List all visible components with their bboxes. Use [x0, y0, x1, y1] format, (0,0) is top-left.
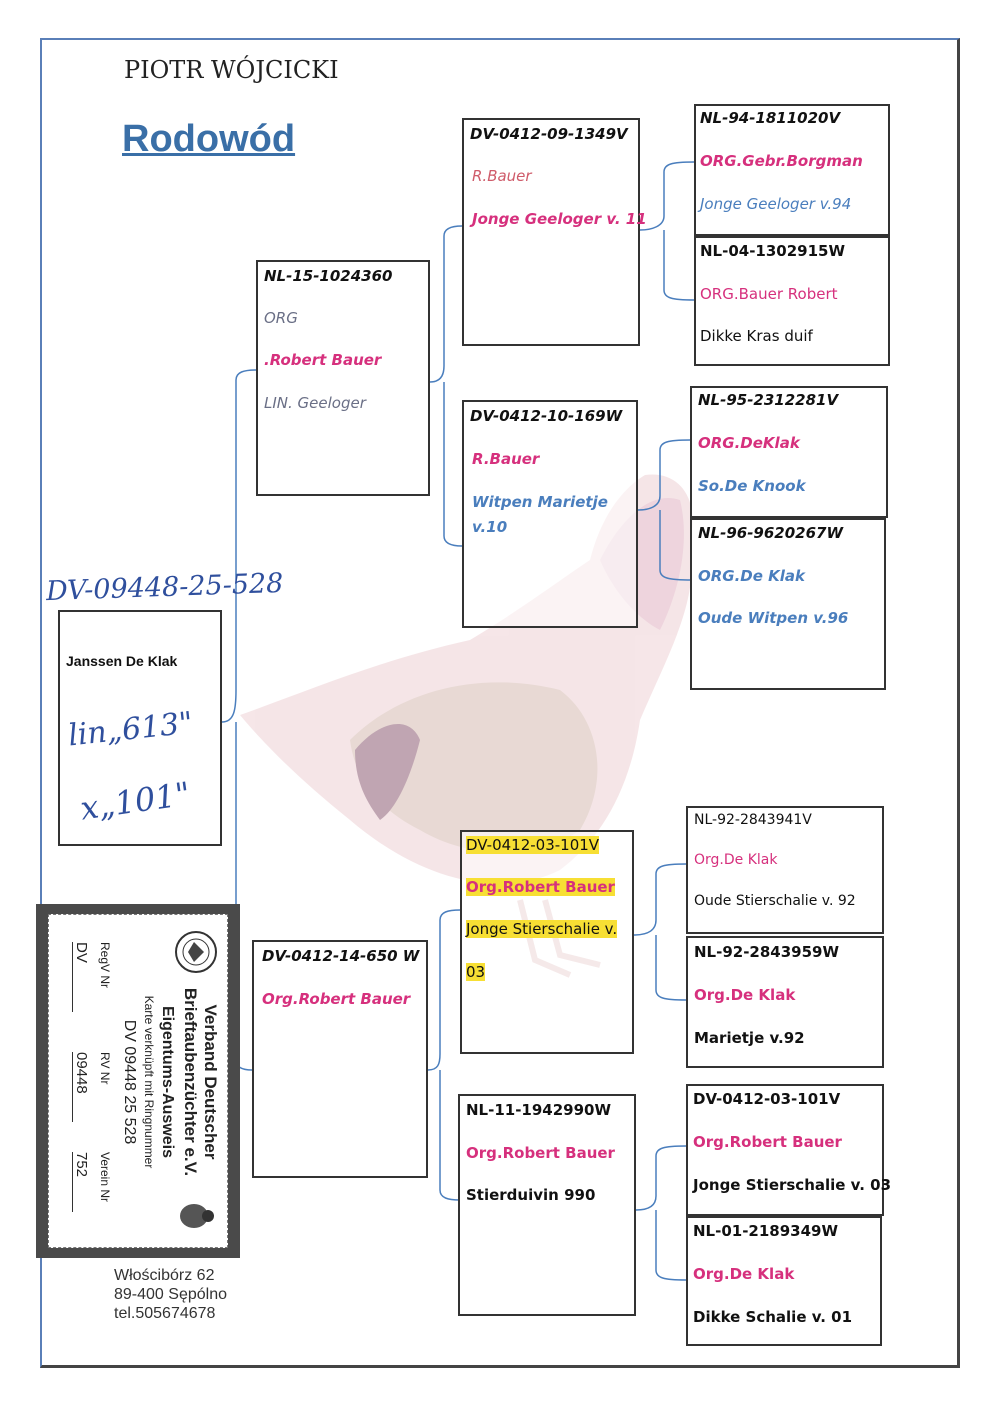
mff-org: Org.De Klak	[694, 852, 778, 868]
ownership-card-content	[54, 922, 224, 1242]
mff-ring: NL-92-2843941V	[694, 812, 812, 828]
mother-ring: DV-0412-14-650 W	[262, 947, 420, 965]
card-table	[60, 942, 112, 1222]
card-subtitle: Karte verknüpft mit Ringnummer	[142, 995, 156, 1169]
connector-ff	[640, 162, 694, 300]
mm-org: Org.Robert Bauer	[466, 1144, 615, 1162]
mff-box	[686, 806, 884, 934]
fmf-box	[690, 386, 888, 518]
mff-name: Oude Stierschalie v. 92	[694, 893, 856, 909]
ffm-name: Dikke Kras duif	[700, 327, 813, 345]
mm-ring: NL-11-1942990W	[466, 1101, 612, 1119]
ff-breeder: R.Bauer	[472, 167, 532, 185]
subject-name: Janssen De Klak	[66, 653, 178, 669]
card-header-rv: RV Nr	[98, 1052, 112, 1085]
mmf-box	[686, 1084, 892, 1216]
father-breeder: .Robert Bauer	[264, 351, 382, 369]
fm-box	[462, 400, 638, 628]
mfm-name: Marietje v.92	[694, 1029, 805, 1047]
owner-address	[114, 1266, 227, 1323]
address-line2: 89-400 Sępólno	[114, 1286, 227, 1303]
card-value-regv: DV	[72, 942, 90, 1012]
subject-note-line2: x„101"	[77, 774, 193, 828]
card-ring-number: DV 09448 25 528	[121, 1019, 138, 1145]
ff-name: Jonge Geeloger v. 11	[472, 210, 647, 228]
fm-name1: Witpen Marietje	[472, 493, 608, 511]
mmf-name: Jonge Stierschalie v. 03	[693, 1176, 892, 1194]
fff-box	[694, 104, 890, 236]
connector-mm	[636, 1146, 686, 1280]
fmm-box	[690, 518, 886, 690]
address-line3: tel.505674678	[114, 1305, 216, 1322]
ownership-card	[36, 904, 240, 1258]
fmf-org: ORG.DeKlak	[698, 434, 800, 452]
address-line1: Włościbórz 62	[114, 1267, 215, 1284]
connector-mf	[634, 864, 686, 1000]
mfm-ring: NL-92-2843959W	[694, 943, 840, 961]
ffm-ring: NL-04-1302915W	[700, 242, 846, 260]
fm-breeder: R.Bauer	[472, 450, 540, 468]
fmf-name: So.De Knook	[698, 477, 806, 495]
card-document-title: Eigentums-Ausweis	[159, 1005, 176, 1159]
fff-ring: NL-94-1811020V	[700, 109, 841, 127]
card-association-line2: Brieftaubenzüchter e.V.	[181, 987, 200, 1177]
mfm-org: Org.De Klak	[694, 986, 796, 1004]
fff-name: Jonge Geeloger v.94	[700, 195, 852, 213]
mf-box	[460, 830, 634, 1054]
mf-org: Org.Robert Bauer	[466, 878, 615, 896]
mmf-org: Org.Robert Bauer	[693, 1133, 842, 1151]
card-value-rv: 09448	[72, 1052, 90, 1122]
mmm-ring: NL-01-2189349W	[693, 1222, 839, 1240]
connector-father	[430, 226, 462, 546]
fmm-ring: NL-96-9620267W	[698, 524, 844, 542]
mmf-ring: DV-0412-03-101V	[693, 1090, 841, 1108]
card-header-verein: Verein Nr	[98, 1152, 112, 1203]
fm-ring: DV-0412-10-169W	[470, 407, 623, 425]
father-box	[256, 260, 430, 496]
page-title: Rodowód	[122, 118, 296, 160]
mother-box	[252, 940, 428, 1178]
ownership-card-inner	[48, 914, 228, 1248]
subject-box	[58, 610, 222, 846]
mmm-box	[686, 1216, 882, 1346]
mmm-name: Dikke Schalie v. 01	[693, 1308, 853, 1326]
owner-name: PIOTR WÓJCICKI	[124, 56, 339, 84]
subject-ring-handwritten: DV-09448-25-528	[45, 567, 284, 608]
card-value-verein: 752	[72, 1152, 90, 1212]
father-org: ORG	[264, 309, 298, 327]
mmm-org: Org.De Klak	[693, 1265, 795, 1283]
fff-org: ORG.Gebr.Borgman	[700, 152, 863, 170]
ffm-box	[694, 236, 890, 366]
mother-org: Org.Robert Bauer	[262, 990, 411, 1008]
card-header-regv: RegV Nr	[98, 942, 112, 989]
father-line: LIN. Geeloger	[264, 394, 366, 412]
mm-name: Stierduivin 990	[466, 1186, 596, 1204]
ffm-org: ORG.Bauer Robert	[700, 285, 838, 303]
connector-fm	[638, 440, 692, 580]
fm-name2: v.10	[472, 518, 508, 536]
fmm-org: ORG.De Klak	[698, 567, 806, 585]
fmm-name: Oude Witpen v.96	[698, 609, 849, 627]
mm-box	[458, 1094, 636, 1316]
mf-name2: 03	[466, 963, 486, 981]
fmf-ring: NL-95-2312281V	[698, 391, 839, 409]
mfm-box	[686, 936, 884, 1068]
mf-ring: DV-0412-03-101V	[466, 836, 600, 854]
father-ring: NL-15-1024360	[264, 267, 393, 285]
card-association-line1: Verband Deutscher	[201, 1004, 220, 1160]
ff-box	[462, 118, 647, 346]
connector-mother	[428, 910, 460, 1200]
subject-note-line1: lin„613"	[66, 705, 195, 754]
mf-name1: Jonge Stierschalie v.	[466, 920, 618, 938]
ff-ring: DV-0412-09-1349V	[470, 125, 628, 143]
